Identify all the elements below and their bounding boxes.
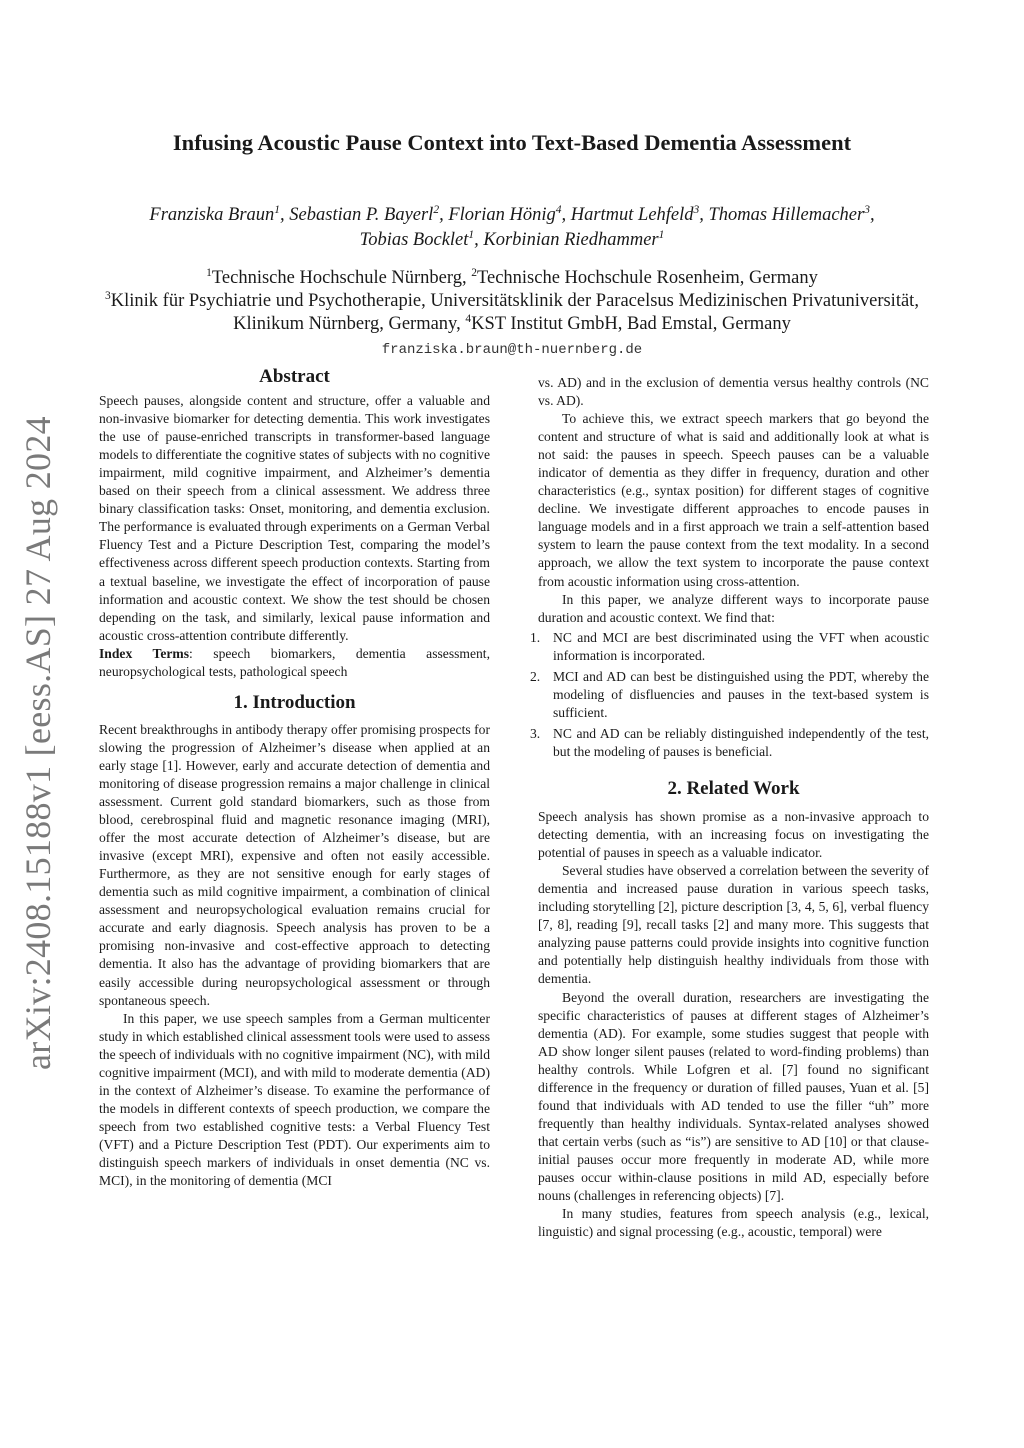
paragraph: vs. AD) and in the exclusion of dementia versus healthy controls (NC vs. AD). — [538, 375, 929, 409]
abstract-heading: Abstract — [259, 366, 330, 387]
affiliations: $^1$Technische Hochschule Nürnberg, $^2$Technische Hochschule Rosenheim, Germany $^3$Klinik für Psychiatrie und Psychotherapie, Universitätsklinik der Paracelsus Medizinischen Privatuniversität, Klinikum Nürnberg, Germany, $^4$KST Institut GmbH, Bad Emstal, Germany — [105, 266, 919, 334]
paper-title: Infusing Acoustic Pause Context into Text-Based Dementia Assessment — [172, 130, 852, 155]
author-list: Franziska Braun$^1$, Sebastian P. Bayerl$^2$, Florian Hönig$^4$, Hartmut Lehfeld$^3$, Thomas Hillemacher$^3$, Tobias Bocklet$^1$, Korbinian Riedhammer$^1$ — [149, 203, 875, 250]
author-name: Sebastian P. Bayerl — [289, 205, 434, 225]
paragraph: In many studies, features from speech analysis (e.g., lexical, linguistic) and signal processing (e.g., acoustic, temporal) were — [538, 1206, 929, 1240]
author-affiliation: 4 — [555, 203, 562, 216]
paragraph: In this paper, we use speech samples from a German multicenter study in which established clinical assessment tools were used to assess the speech of individuals with no cognitive impairment (NC), with mild cognitive impairment (MCI), and with mild to moderate dementia (AD) in the context of Alzheimer’s disease. To examine the performance of the models in different contexts of speech production, we compare the speech from two established cognitive tests: a Verbal Fluency Test (VFT) and a Picture Description Test (PDT). Our experiments aim to distinguish speech markers of individuals in onset dementia (NC vs. MCI), in the monitoring of dementia (MCI — [99, 1010, 490, 1189]
paragraph: Beyond the overall duration, researchers are investigating the specific characteristics of pauses at different stages of Alzheimer’s dementia (AD). For example, some studies suggest that people with AD show longer silent pauses (related to word-finding problems) than healthy controls. While Lofgren et al. [7] found no significant difference in the frequency or duration of filled pauses, Yuan et al. [5] found that individuals with AD tended to use the filler “uh” more frequently than healthy individuals. Syntax-related analyses showed that certain verbs (such as “is”) are sensitive to AD [10] or that clause-initial pauses occur more frequently in moderate AD, while more pauses occur within-clause positions in mild AD, especially before nouns (challenges in referencing objects) [7]. — [538, 989, 929, 1204]
author-name: Tobias Bocklet — [359, 230, 469, 250]
author-affiliation: 1 — [468, 228, 475, 241]
author-name: Korbinian Riedhammer — [483, 230, 659, 250]
affiliation-text: Technische Hochschule Nürnberg, — [211, 268, 472, 288]
index-terms-label: Index Terms — [99, 645, 190, 661]
paragraph: Several studies have observed a correlation between the severity of dementia and increased pause duration in various speech tasks, including storytelling [2], picture description [3, 4, 5, 6], verbal fluency [7, 8], reading [9], recall tasks [2] and many more. This suggests that analyzing pause patterns could provide insights into cognitive function and potentially help distinguish healthy individuals from those with dementia. — [538, 863, 929, 987]
author-affiliation: 3 — [693, 203, 700, 216]
affiliation-text: Klinik für Psychiatrie und Psychotherapie, Universitätsklinik der Paracelsus Medizinischen Privatuniversität, Klinikum Nürnberg, Germany, — [110, 291, 919, 334]
arxiv-side-label: arXiv:2408.15188v1 [eess.AS] 27 Aug 2024 — [18, 416, 58, 1070]
author-email[interactable]: franziska.braun@th-nuernberg.de — [381, 342, 643, 358]
author-name: Thomas Hillemacher — [708, 205, 865, 225]
paragraph: Recent breakthroughs in antibody therapy offer promising prospects for slowing the progression of Alzheimer’s disease when applied at an early stage [1]. However, early and accurate detection of dementia and monitoring of disease progression remains a major challenge in clinical assessment. Current gold standard biomarkers, such as those from blood, cerebrospinal fluid and magnetic resonance imaging (MRI), offer the most accurate detection of Alzheimer’s disease, but are invasive (except MRI), expensive and often not easily accessible. Furthermore, as they are not sensitive enough for early stages of dementia such as mild cognitive impairment, a combination of clinical assessment and neuropsychological evaluation remains crucial for accurate and early diagnosis. Speech analysis has proven to be a promising non-invasive and cost-effective approach to detecting dementia. It also has the advantage of providing biomarkers that are easily accessible during neuropsychological assessment or through spontaneous speech. — [99, 721, 490, 1008]
paragraph: In this paper, we analyze different ways to incorporate pause duration and acoustic context. We find that: — [538, 591, 929, 625]
author-affiliation: 3 — [864, 203, 870, 216]
author-name: Franziska Braun — [149, 205, 275, 225]
author-name: Hartmut Lehfeld — [570, 205, 694, 225]
index-terms: Index Terms: speech biomarkers, dementia assessment, neuropsychological tests, pathological speech — [99, 645, 490, 679]
section-heading-related-work: 2. Related Work — [667, 777, 800, 799]
findings-list — [530, 629, 929, 761]
author-affiliation: 1 — [274, 203, 281, 216]
affiliation-text: KST Institut GmbH, Bad Emstal, Germany — [471, 314, 791, 334]
list-item: 1. NC and MCI are best discriminated using the VFT when acoustic information is incorporated. — [530, 629, 929, 663]
affiliation-text: Technische Hochschule Rosenheim, Germany — [476, 268, 818, 288]
right-column — [530, 374, 929, 1241]
list-item: 2. MCI and AD can best be distinguished using the PDT, whereby the modeling of disfluencies and pauses in the text-based system is sufficient. — [530, 668, 929, 720]
left-column — [99, 368, 490, 1190]
abstract-body: Speech pauses, alongside content and structure, offer a valuable and non-invasive biomarker for detecting dementia. This work investigates the use of pause-enriched transcripts in transformer-based language models to differentiate the cognitive states of subjects with no cognitive impairment, mild cognitive impairment, and Alzheimer’s dementia based on their speech from a clinical assessment. We address three binary classification tasks: Onset, monitoring, and dementia exclusion. The performance is evaluated through experiments on a German Verbal Fluency Test and a Picture Description Test, comparing the model’s effectiveness across different speech production contexts. Starting from a textual baseline, we investigate the effect of incorporation of pause information and acoustic context. We show the test should be chosen depending on the task, and similarly, lexical pause information and acoustic cross-attention contribute differently. — [99, 393, 490, 643]
paragraph: Speech analysis has shown promise as a non-invasive approach to detecting dementia, with an increasing focus on investigating the potential of pauses in speech as a valuable indicator. — [538, 809, 929, 861]
author-affiliation: 2 — [433, 203, 440, 216]
author-name: Florian Hönig — [448, 205, 556, 225]
section-heading-introduction: 1. Introduction — [233, 691, 356, 713]
author-affiliation: 1 — [658, 228, 665, 241]
list-item: 3. NC and AD can be reliably distinguished independently of the test, but the modeling of pauses is beneficial. — [530, 725, 929, 759]
paragraph: To achieve this, we extract speech markers that go beyond the content and structure of what is said and additionally look at what is not said: the pauses in speech. Speech pauses can be a valuable indicator of dementia as they differ in frequency, duration and other characteristics (e.g., syntax position) for different stages of cognitive decline. We investigate different approaches to encode pauses in language models and in a first approach we train a self-attention based system to learn the pause context from the text modality. In a second approach, we allow the text system to incorporate the pause context from acoustic information using cross-attention. — [538, 411, 929, 589]
